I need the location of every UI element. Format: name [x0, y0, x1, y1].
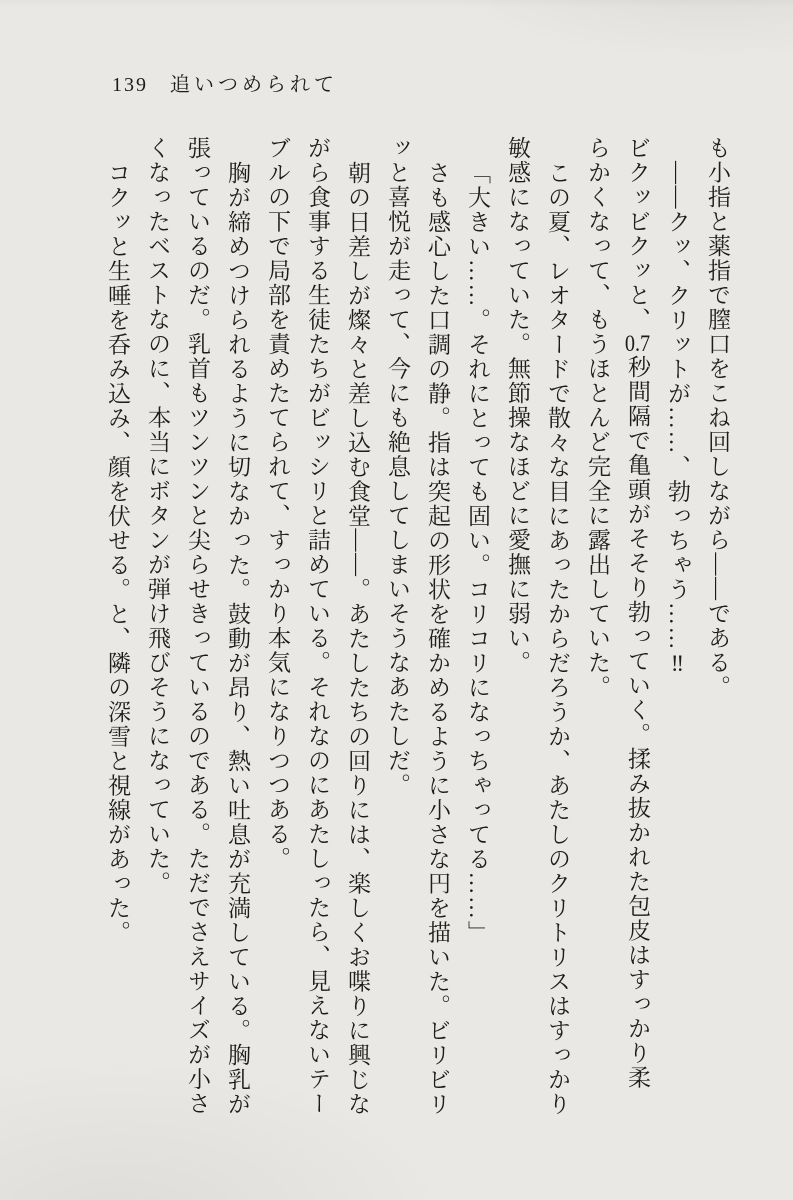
text-run: がら食事する生徒たちがビッシリと詰めている。それなのにあたしったら、見えないテー: [305, 136, 330, 1116]
text-run: ッと喜悦が走って、今にも絶息してしまいそうなあたしだ。: [385, 136, 410, 798]
text-column: [537, 136, 577, 1128]
text-run: も小指と薬指で膣口をこね回しながら――である。: [705, 136, 730, 700]
text-run: 朝の日差しが燦々と差し込む食堂――。あたしたちの回りには、楽しくお喋りに興じな: [345, 161, 370, 1117]
text-column: [577, 136, 617, 1128]
text-run: 敏感になっていた。無節操なほどに愛撫に弱い。: [505, 136, 530, 675]
text-column: [217, 136, 257, 1128]
text-column: [97, 136, 137, 1128]
text-column: [337, 136, 377, 1128]
text-run: 秒間隔で亀頭がそそり勃っていく。揉み抜かれた包皮はすっかり柔: [625, 355, 650, 1090]
text-run: 「大きい……。それにとっても固い。コリコリになっちゃってる……」: [465, 161, 490, 945]
text-column: [617, 136, 657, 1128]
text-column: [417, 136, 457, 1128]
text-run: ――クッ、クリットが……、勃っちゃう……‼: [665, 161, 690, 678]
text-column: [297, 136, 337, 1128]
page-header: [112, 68, 338, 97]
text-run: さも感心した口調の静。指は突起の形状を確かめるように小さな円を描いた。ビリビリ: [425, 161, 450, 1117]
text-column: [177, 136, 217, 1128]
text-block: [97, 136, 737, 1128]
text-run: 胸が締めつけられるように切なかった。鼓動が昂り、熱い吐息が充満している。胸乳が: [225, 161, 250, 1117]
text-column: [657, 136, 697, 1128]
text-column: [457, 136, 497, 1128]
text-column: [257, 136, 297, 1128]
text-run: くなったベストなのに、本当にボタンが弾け飛びそうになっていた。: [145, 136, 170, 896]
text-column: [697, 136, 737, 1128]
text-run: ビクッビクッと、: [625, 136, 650, 332]
tate-chu-yoko-number: 0.7: [624, 332, 651, 355]
text-run: ブルの下で局部を責めたてられて、すっかり本気になりつつある。: [265, 136, 290, 871]
running-title: 追いつめられて: [170, 74, 338, 96]
text-column: [497, 136, 537, 1128]
text-column: [137, 136, 177, 1128]
text-run: この夏、レオタードで散々な目にあったからだろうか、あたしのクリトリスはすっかり: [545, 161, 570, 1117]
text-run: らかくなって、もうほとんど完全に露出していた。: [585, 136, 610, 700]
page-number: 139: [112, 74, 148, 96]
text-column: [377, 136, 417, 1128]
text-run: 張っているのだ。乳首もツンツンと尖らせきっているのである。ただでさえサイズが小さ: [185, 136, 210, 1116]
text-run: コクッと生唾を呑み込み、顔を伏せる。と、隣の深雪と視線があった。: [105, 161, 130, 945]
